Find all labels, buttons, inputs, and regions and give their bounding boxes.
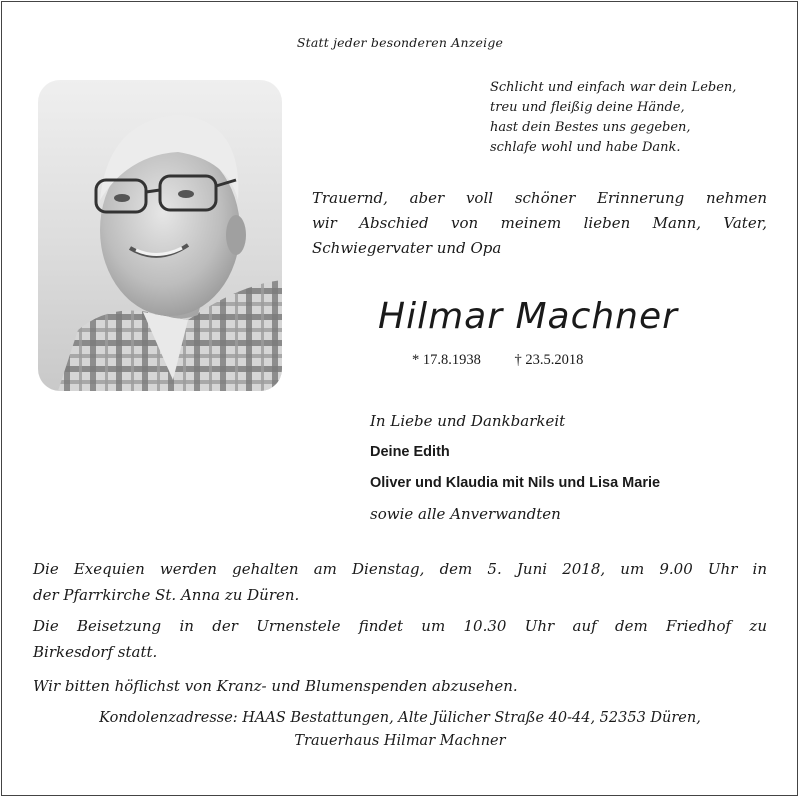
poem-line: schlafe wohl und habe Dank.: [490, 140, 681, 155]
poem-line: treu und fleißig deine Hände,: [490, 100, 685, 115]
poem-line: Schlicht und einfach war dein Leben,: [490, 80, 737, 95]
birth-date: * 17.8.1938: [412, 352, 481, 368]
mourners-tail: sowie alle Anverwandten: [370, 505, 561, 523]
address-line: Kondolenzadresse: HAAS Bestattungen, Alte Jülicher Straße 40-44, 52353 Düren,: [99, 710, 701, 726]
condolence-address: [0, 707, 800, 753]
exequien-paragraph: [33, 556, 767, 608]
intro-text: [312, 186, 767, 261]
burial-paragraph: [33, 613, 767, 665]
mourner-wife: Deine Edith: [370, 444, 450, 460]
deceased-name: Hilmar Machner: [378, 296, 678, 337]
intro-line: Schwiegervater und Opa: [312, 239, 502, 257]
header-notice: Statt jeder besonderen Anzeige: [296, 35, 504, 50]
poem-line: hast dein Bestes uns gegeben,: [490, 120, 691, 135]
mourner-children: Oliver und Klaudia mit Nils und Lisa Marie: [370, 475, 661, 491]
address-line: Trauerhaus Hilmar Machner: [294, 733, 506, 749]
mourners: [370, 406, 660, 530]
paragraph-line: Birkesdorf statt.: [33, 643, 158, 661]
paragraph-line: Die Exequien werden gehalten am Dienstag, dem 5. Juni 2018, um 9.00 Uhr in: [33, 560, 767, 578]
paragraph-line: Die Beisetzung in der Urnenstele findet um 10.30 Uhr auf dem Friedhof zu: [33, 617, 767, 635]
poem: [490, 78, 736, 158]
death-date: † 23.5.2018: [514, 352, 584, 368]
intro-line: wir Abschied von meinem lieben Mann, Vater,: [312, 214, 767, 232]
mourners-lead: In Liebe und Dankbarkeit: [370, 412, 566, 430]
flowers-paragraph: [33, 673, 767, 699]
life-dates: [412, 352, 613, 369]
intro-line: Trauernd, aber voll schöner Erinnerung nehmen: [312, 189, 767, 207]
paragraph-line: der Pfarrkirche St. Anna zu Düren.: [33, 586, 300, 604]
paragraph-line: Wir bitten höflichst von Kranz- und Blumenspenden abzusehen.: [33, 677, 518, 695]
portrait-photo: [38, 80, 282, 391]
